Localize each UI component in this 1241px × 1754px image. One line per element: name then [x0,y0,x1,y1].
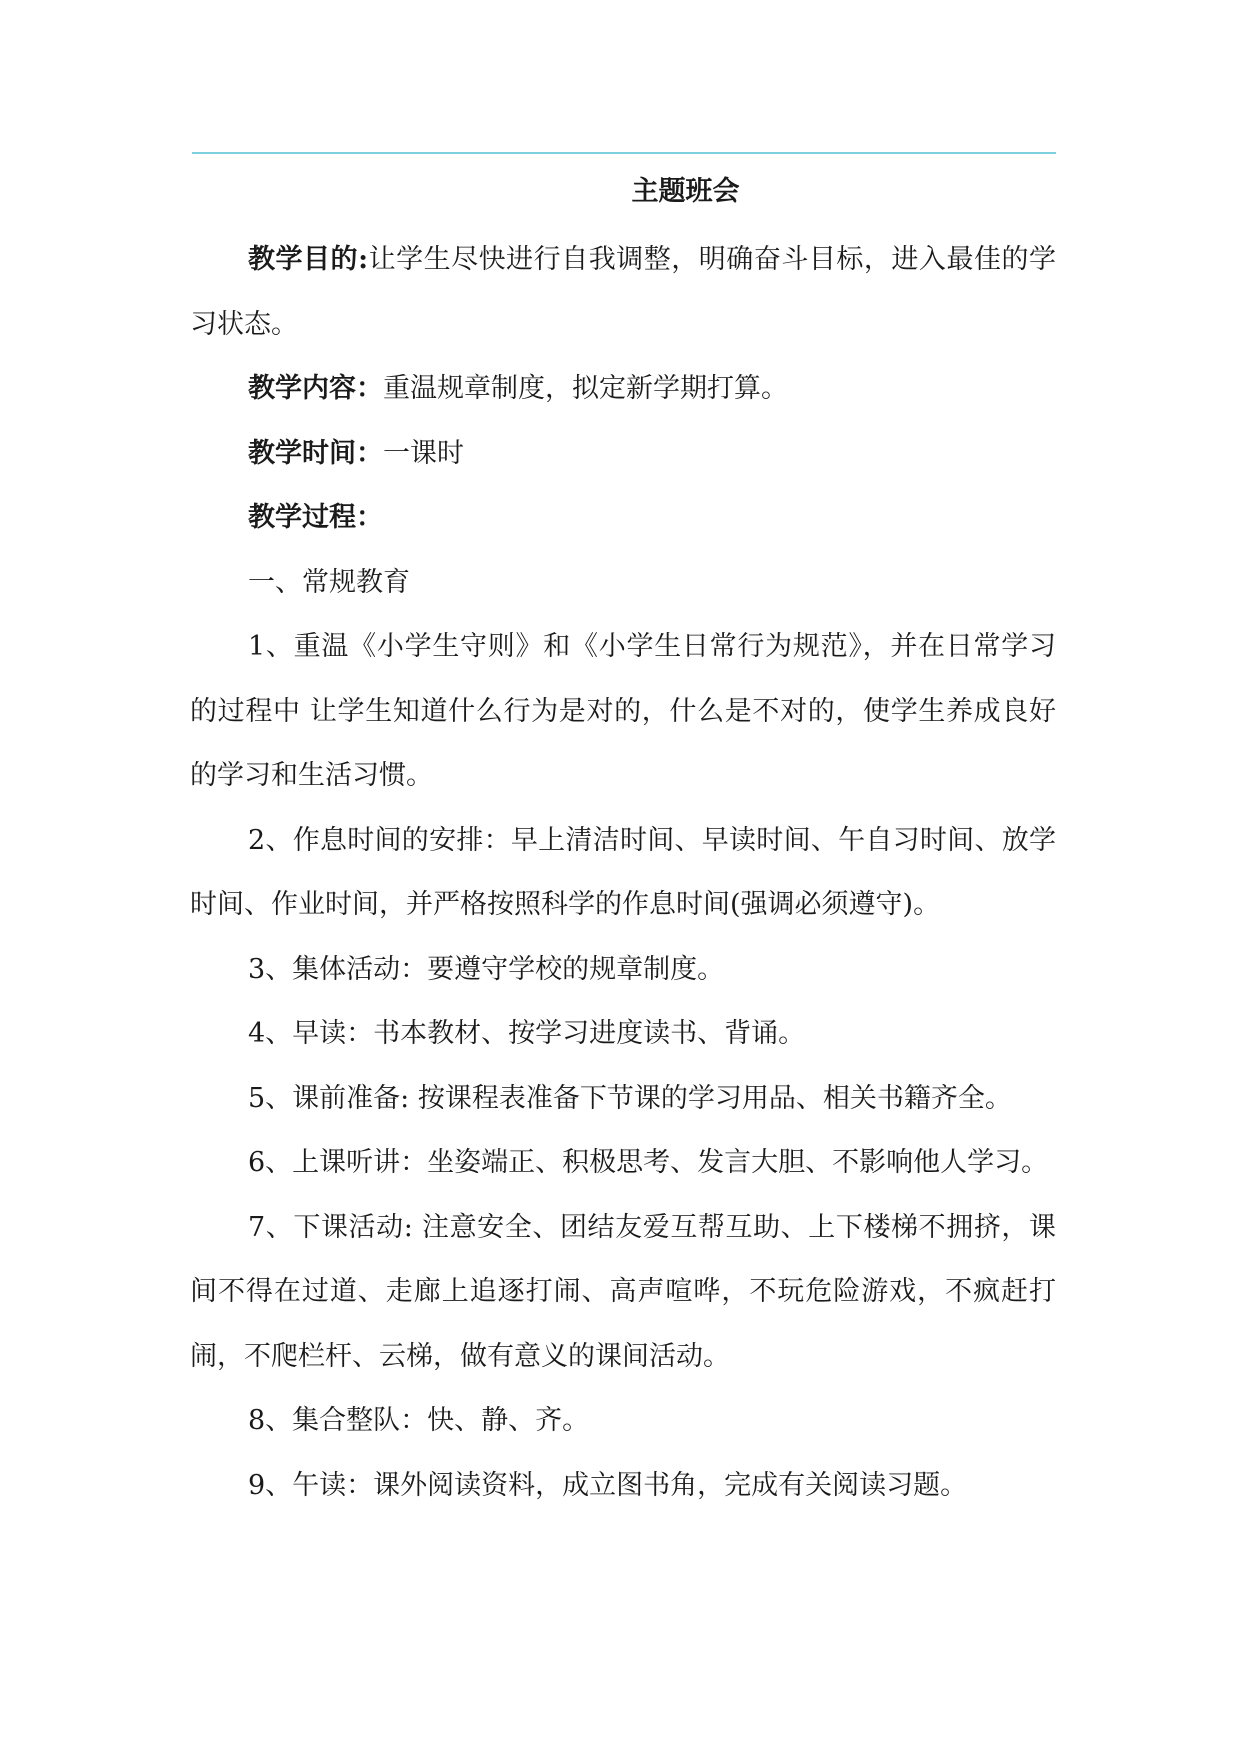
header-rule [192,152,1056,154]
list-item: 9、午读：课外阅读资料，成立图书角，完成有关阅读习题。 [248,1469,968,1501]
process-label: 教学过程： [248,502,383,533]
list-item: 7、下课活动: 注意安全、团结友爱互帮互助、上下楼梯不拥挤，课间不得在过道、走廊上追逐打闹、高声喧哗，不玩危险游戏，不疯赶打闹，不爬栏杆、云梯，做有意义的课间活动。 [190,1211,1056,1372]
list-item: 2、作息时间的安排：早上清洁时间、早读时间、午自习时间、放学时间、作业时间，并严格按照科学的作息时间(强调必须遵守)。 [190,824,1056,920]
purpose-text: 让学生尽快进行自我调整，明确奋斗目标，进入最佳的学习状态。 [190,244,1057,340]
list-item: 1、重温《小学生守则》和《小学生日常行为规范》，并在日常学习的过程中 让学生知道什么行为是对的，什么是不对的，使学生养成良好的学习和生活习惯。 [190,631,1056,791]
section-heading: 一、常规教育 [248,566,410,598]
list-item: 8、集合整队：快、静、齐。 [248,1405,590,1436]
list-item: 3、集体活动：要遵守学校的规章制度。 [248,953,725,985]
content-label: 教学内容： [248,373,383,404]
time-paragraph [190,422,1056,487]
list-item: 5、课前准备: 按课程表准备下节课的学习用品、相关书籍齐全。 [248,1082,1012,1114]
time-label: 教学时间： [248,437,383,469]
list-item: 6、上课听讲：坐姿端正、积极思考、发言大胆、不影响他人学习。 [248,1147,1049,1178]
content-text: 重温规章制度，拟定新学期打算。 [383,373,788,404]
process-paragraph [190,486,1056,551]
purpose-label: 教学目的: [248,244,369,275]
content-paragraph [190,357,1056,422]
list-item: 4、早读：书本教材、按学习进度读书、背诵。 [248,1018,806,1049]
document-body [190,228,1056,1518]
time-text: 一课时 [383,437,464,469]
purpose-paragraph [190,228,1056,357]
page-title: 主题班会 [631,176,740,207]
